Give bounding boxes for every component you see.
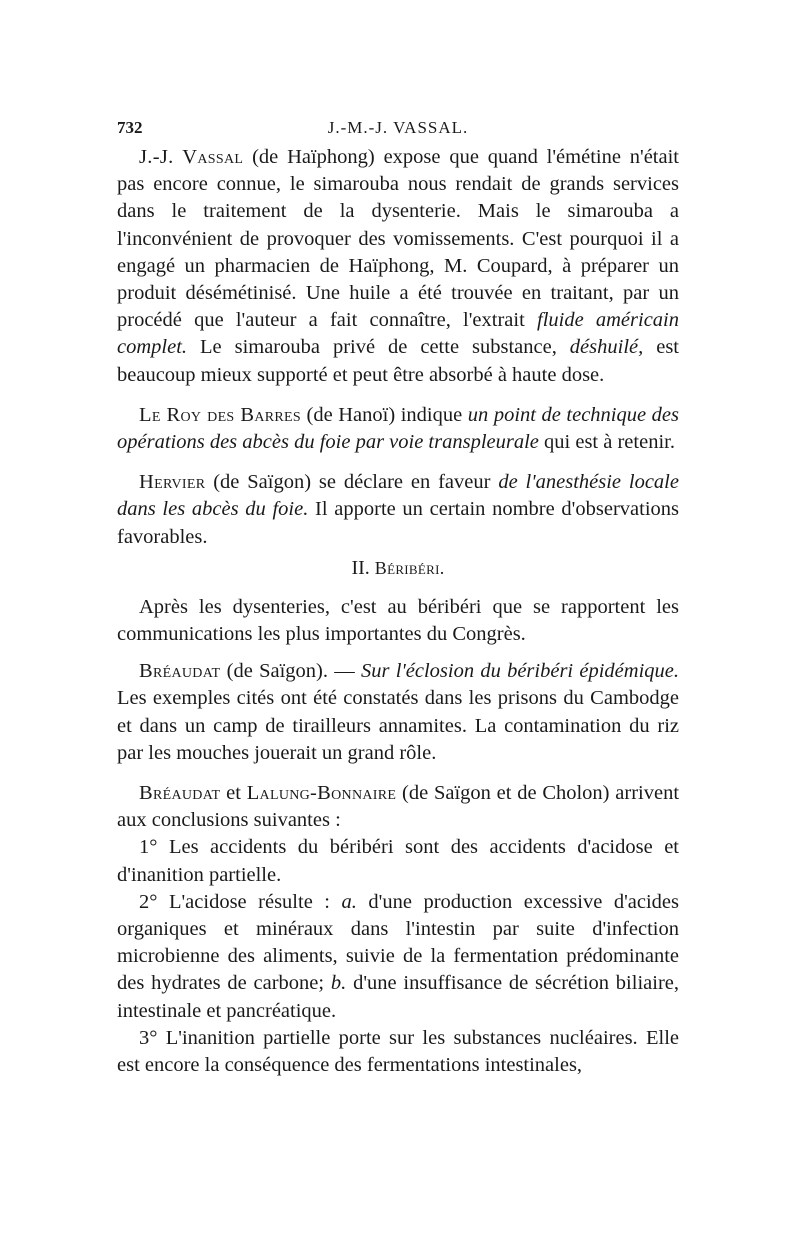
page [117,118,679,1079]
page-number: 732 [117,118,143,137]
italic-phrase: Sur l'éclosion du béribéri épidémique. [360,660,679,683]
section-heading [117,557,679,580]
italic-phrase: de l'anesthésie locale dans les abcès du foie. [117,471,679,521]
author-name: Le Roy des Barres [139,403,301,426]
page-header [117,118,679,138]
paragraph-le-roy-des-barres: Le Roy des Barres (de Hanoï) indique un point de technique des opérations des abcès du foie par voie transpleurale qui est à retenir. [117,403,679,454]
paragraph-breaudat: Bréaudat (de Saïgon). — Sur l'éclosion du béribéri épidémique. Les exemples cités ont été constatés dans les prisons du Cambodge et dans un camp de tirailleurs annamites. La contamination du riz par les mouches jouerait un grand rôle. [117,660,679,764]
conclusion-3: 3° L'inanition partielle porte sur les substances nucléaires. Elle est encore la conséquence des fermentations intestinales, [117,1026,679,1077]
conclusion-1: 1° Les accidents du béribéri sont des accidents d'acidose et d'inanition partielle. [117,836,679,886]
author-name: Lalung-Bonnaire [246,782,397,805]
italic-phrase: un point de technique des opérations des abcès du foie par voie transpleurale [117,403,679,454]
author-name: J.-J. Vassal [139,146,244,168]
running-head: J.-M.-J. VASSAL. [327,118,469,137]
author-name: Hervier [139,471,206,494]
section-title: Béribéri. [374,557,445,578]
italic-phrase: fluide américain complet. [117,309,679,359]
paragraph-hervier: Hervier (de Saïgon) se déclare en faveur de l'anesthésie locale dans les abcès du foie. Il apporte un certain nombre d'observations favorables. [117,471,679,548]
paragraph-vassal: J.-J. Vassal (de Haïphong) expose que quand l'émétine n'était pas encore connue, le simarouba nous rendait de grands services dans le traitement de la dysenterie. Mais le simarouba a l'inconvénient de provoquer des vomissements. C'est pourquoi il a engagé un pharmacien de Haïphong, M. Coupard, à préparer un produit désémétinisé. Une huile a été trouvée en traitant, par un procédé que l'auteur a fait connaître, l'extrait fluide américain complet. Le simarouba privé de cette substance, déshuilé, est beaucoup mieux supporté et peut être absorbé à haute dose. [117,146,679,386]
conclusion-2: 2° L'acidose résulte : a. d'une production excessive d'acides organiques et minéraux dans l'intestin par suite d'infection microbienne des aliments, suivie de la fermentation prédominante des hydrates de carbone; b. d'une insuffisance de sécrétion biliaire, intestinale et pancréatique. [117,890,679,1022]
italic-phrase: déshuilé, [569,336,644,359]
author-name: Bréaudat [139,782,221,805]
section-numeral: II. [351,556,370,579]
paragraph-breaudat-lalung-bonnaire: Bréaudat et Lalung-Bonnaire (de Saïgon et de Cholon) arrivent aux conclusions suivantes : [117,782,680,832]
author-name: Bréaudat [139,660,221,683]
paragraph-intro-beriberi: Après les dysenteries, c'est au béribéri que se rapportent les communications les plus importantes du Congrès. [117,595,679,646]
